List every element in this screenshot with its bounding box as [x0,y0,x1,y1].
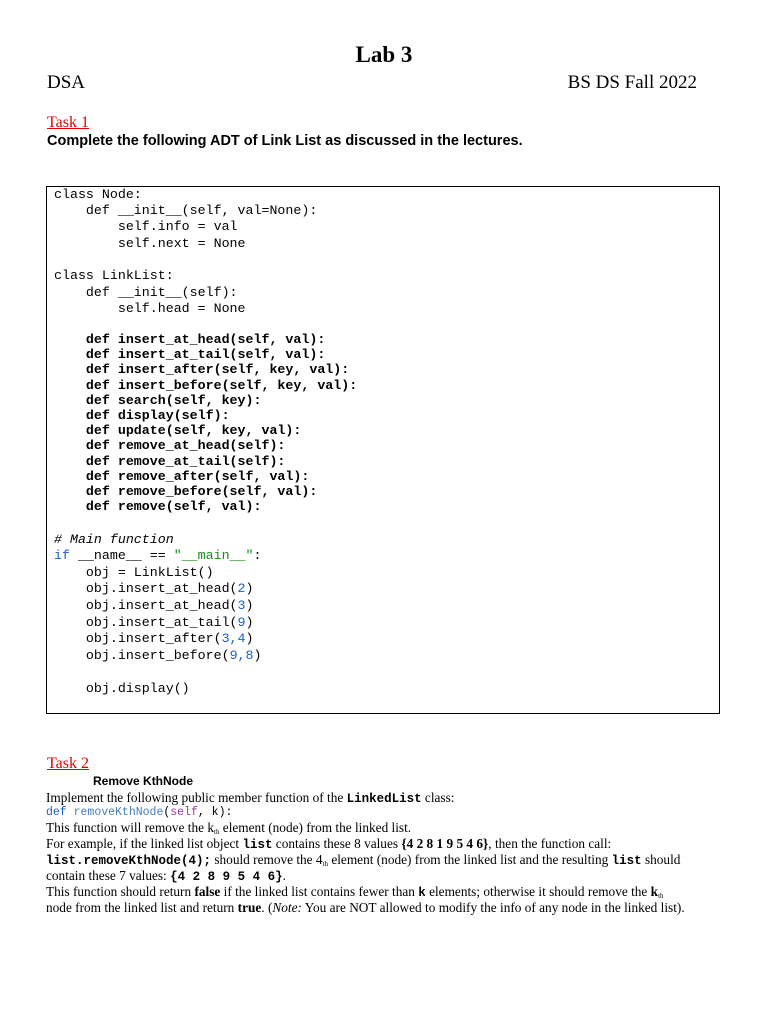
call-prefix: obj.insert_before( [54,648,230,663]
code-line: def remove_at_tail(self): [54,454,286,469]
self-param: self [170,806,198,819]
list-name: list [242,838,273,852]
call-prefix: obj.insert_after( [54,631,222,646]
text: For example, if the linked list object [46,836,243,851]
text: class: [421,790,455,805]
call-suffix: ) [245,615,254,630]
code-line-call [54,615,254,631]
text: elements; otherwise it should remove the [425,884,651,899]
code-line: class Node: [54,187,142,202]
call-suffix: ) [245,631,254,646]
subscript: th [658,892,664,900]
function-name: removeKthNode [73,806,164,819]
text: This function should return [46,884,195,899]
keyword-false: false [194,884,221,899]
if-condition: __name__ == [69,548,174,563]
code-line: def remove_before(self, val): [54,484,318,499]
code-line: def remove(self, val): [54,499,262,514]
text: should [641,852,681,867]
code-line: def remove_at_head(self): [54,438,286,453]
list-name: list [611,854,642,868]
code-line-call [54,648,262,664]
code-line-call [54,598,254,614]
if-colon: : [253,548,262,563]
code-line: class LinkList: [54,268,174,283]
code-line: self.next = None [54,236,246,251]
task2-line-8 [46,900,685,916]
term-label: BS DS Fall 2022 [567,72,697,93]
task1-heading: Task 1 [47,114,89,131]
code-line: self.head = None [54,301,246,316]
task2-line-6 [46,868,286,885]
text: This function will remove the k [46,820,215,835]
call-prefix: obj.insert_at_tail( [54,615,238,630]
code-line: def insert_at_tail(self, val): [54,347,326,362]
text: , k): [197,806,233,819]
keyword-true: true [237,900,262,915]
k-var: k [650,884,659,899]
values: {4 2 8 1 9 5 4 6} [401,836,489,851]
subscript: th [214,828,220,836]
text: Implement the following public member function of the [46,790,347,805]
text: node from the linked list and return [46,900,238,915]
course-name: DSA [47,72,86,93]
if-keyword: if [54,548,70,563]
code-line: def update(self, key, val): [54,423,302,438]
code-line: def remove_after(self, val): [54,469,310,484]
code-line: def insert_before(self, key, val): [54,378,358,393]
k-var: k [418,886,426,900]
code-line-display: obj.display() [54,681,190,696]
function-call: list.removeKthNode(4); [46,854,212,868]
text: element (node) from the linked list. [219,820,412,835]
text: You are NOT allowed to modify the info of any node in the linked list). [301,900,685,915]
code-line: def __init__(self): [54,285,238,300]
code-line: def insert_at_head(self, val): [54,332,326,347]
task2-line-4 [46,836,611,853]
code-line: def display(self): [54,408,230,423]
text: element (node) from the linked list and the resulting [328,852,612,867]
code-line-call [54,631,254,647]
def-keyword: def [46,806,67,819]
call-prefix: obj.insert_at_head( [54,581,238,596]
note-label: Note: [272,900,302,915]
call-args: 3 [237,598,246,613]
text: ( [163,806,171,819]
code-line: self.info = val [54,219,238,234]
code-line: def search(self, key): [54,393,262,408]
code-line: def __init__(self, val=None): [54,203,318,218]
page-title: Lab 3 [355,42,413,67]
call-args: 9 [237,615,246,630]
code-line-call [54,581,254,597]
code-line: def insert_after(self, key, val): [54,362,350,377]
text: , then the function call: [488,836,612,851]
call-args: 2 [237,581,246,596]
text: . ( [261,900,273,915]
code-line-if [54,548,261,564]
values: {4 2 8 9 5 4 6} [170,870,283,884]
text: if the linked list contains fewer than [220,884,419,899]
call-suffix: ) [245,598,254,613]
class-name: LinkedList [346,792,422,806]
subscript: th [322,860,329,868]
main-string: "__main__" [173,548,254,563]
code-line: # Main function [54,532,174,547]
call-suffix: ) [245,581,254,596]
call-args: 3,4 [221,631,246,646]
text: contains these 8 values [272,836,402,851]
call-suffix: ) [253,648,262,663]
call-prefix: obj.insert_at_head( [54,598,238,613]
text: contain these 7 values: [46,868,171,883]
code-line-obj: obj = LinkList() [54,565,214,580]
call-args: 9,8 [229,648,254,663]
task2-heading: Task 2 [47,755,89,772]
text: . [282,868,286,883]
text: should remove the 4 [211,852,323,867]
task2-subheading: Remove KthNode [93,774,194,788]
task1-description: Complete the following ADT of Link List as discussed in the lectures. [47,133,523,149]
function-signature [46,805,232,821]
